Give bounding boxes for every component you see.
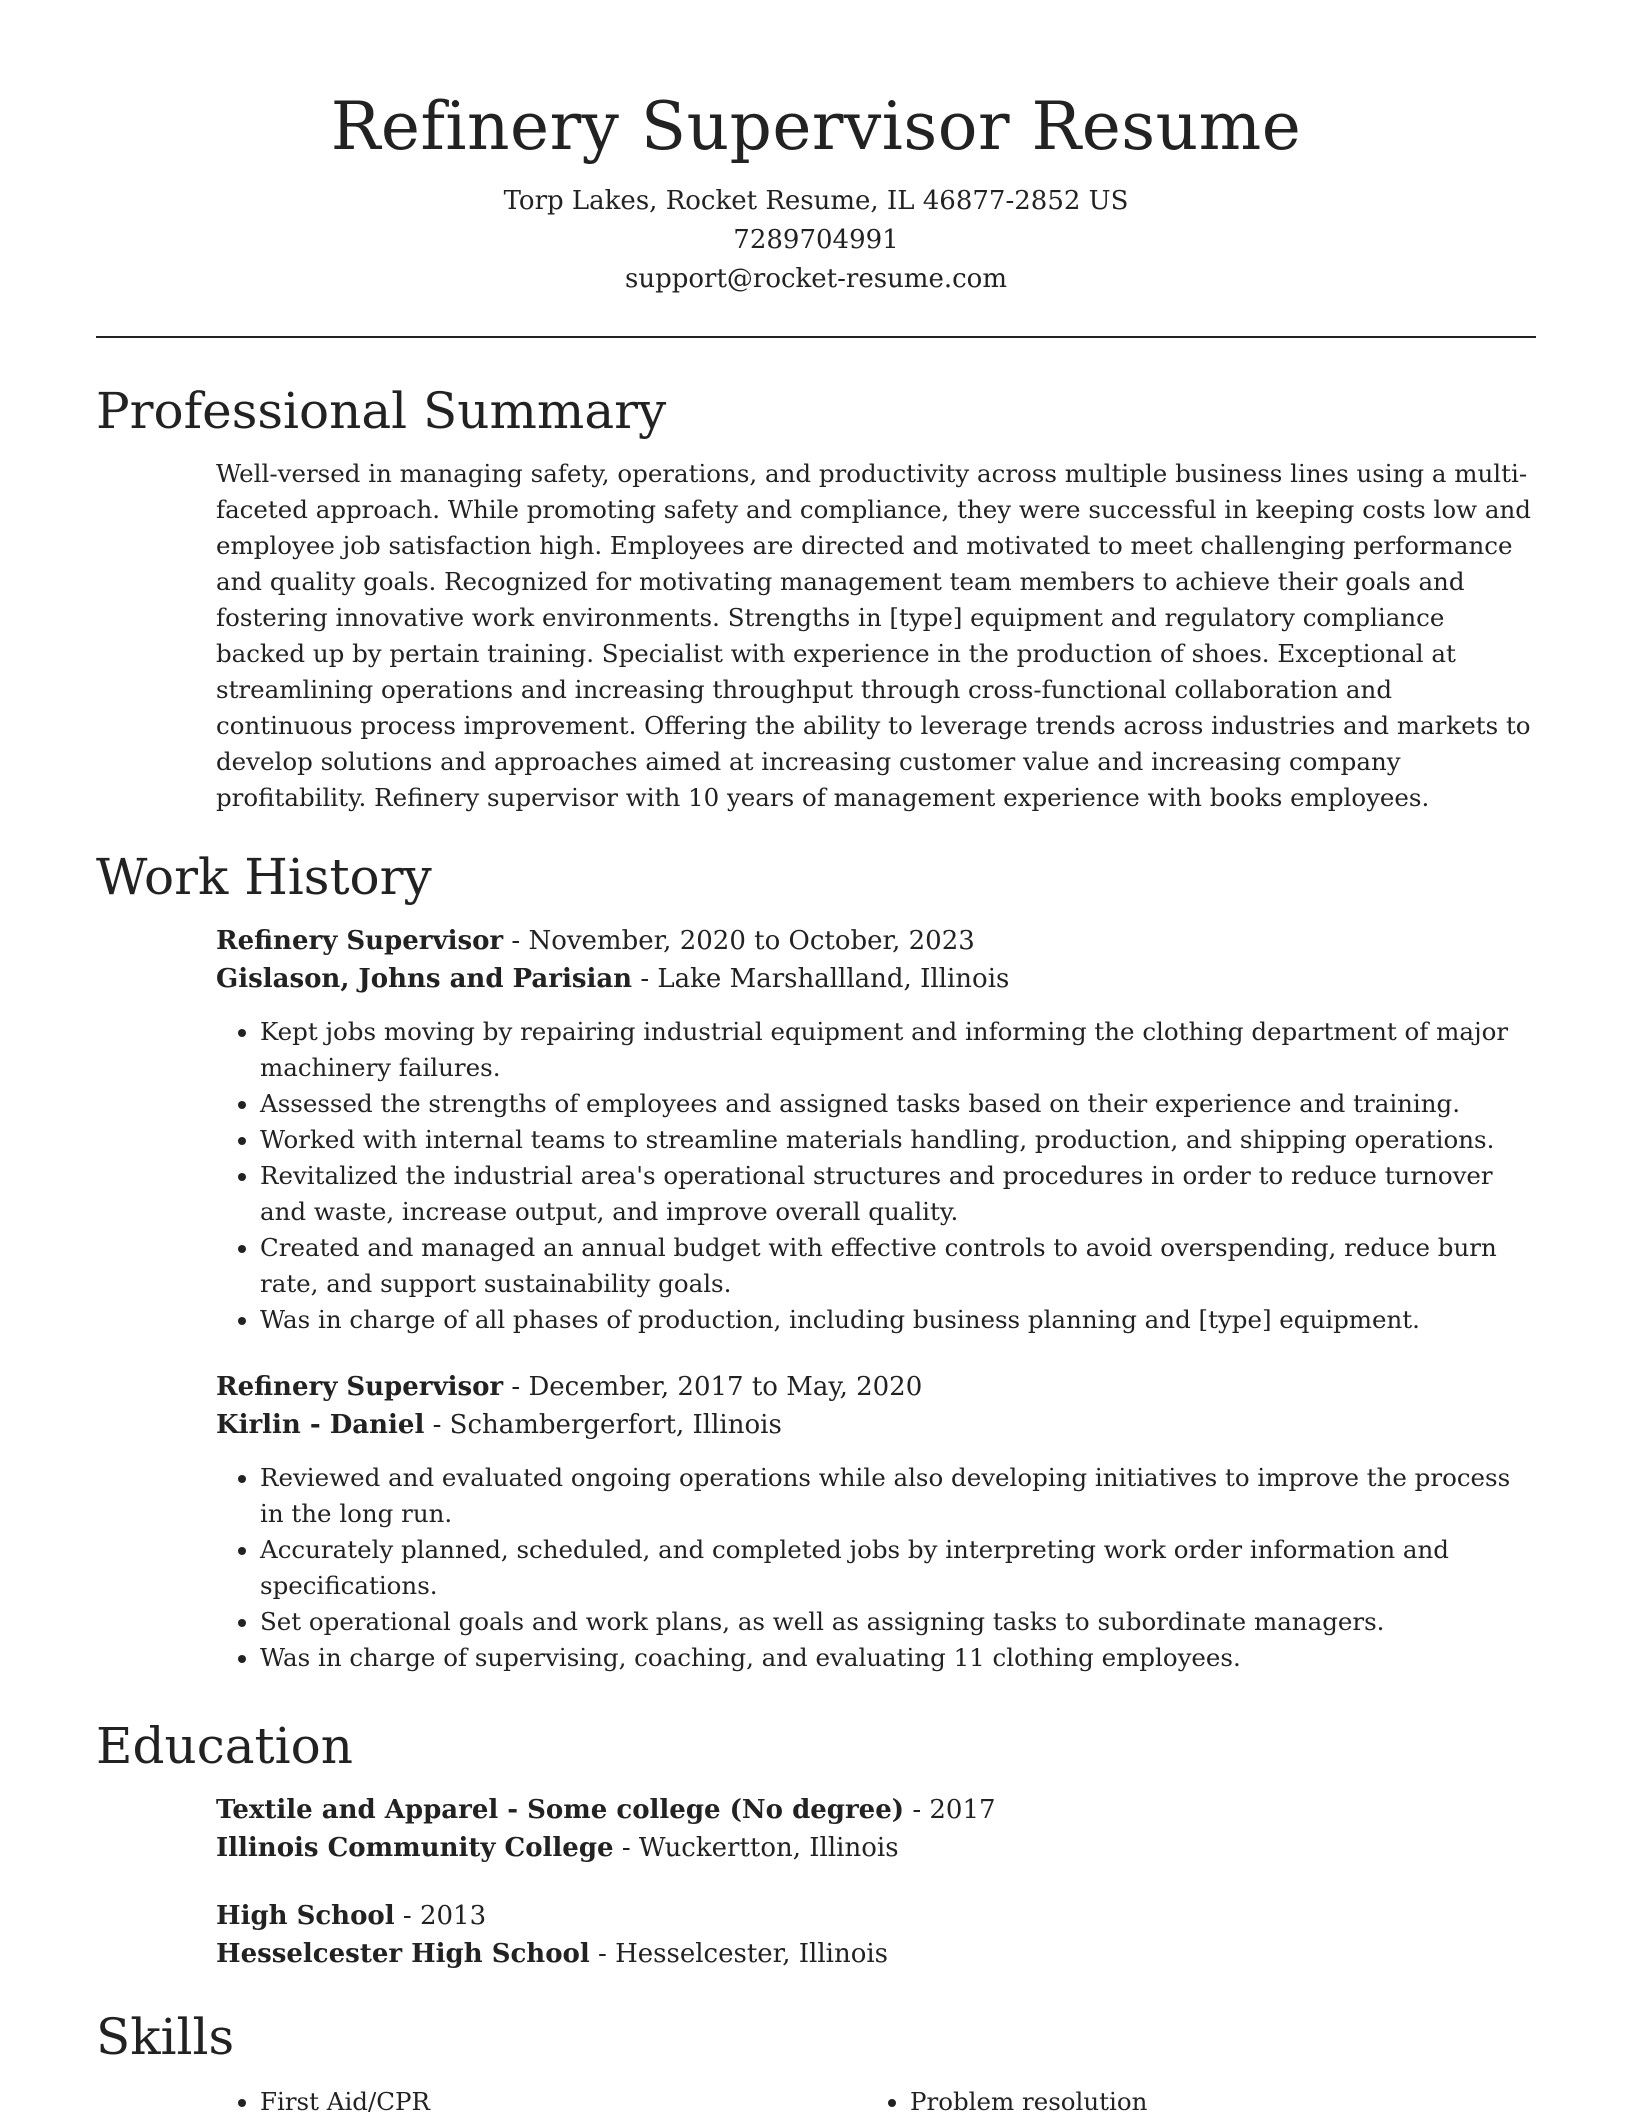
education-heading: Education xyxy=(96,1717,353,1775)
education-entry xyxy=(96,1897,1536,1973)
education-section xyxy=(96,1713,1536,1973)
job-bullet: • Accurately planned, scheduled, and completed jobs by interpreting work order information and specifications. xyxy=(260,1532,1536,1604)
skills-grid xyxy=(96,2084,1536,2120)
education-degree-line xyxy=(216,1791,1536,1829)
education-year: - 2013 xyxy=(394,1901,487,1931)
contact-address: Torp Lakes, Rocket Resume, IL 46877-2852 US xyxy=(503,186,1129,216)
job-bullet: • Assessed the strengths of employees and assigned tasks based on their experience and training. xyxy=(260,1086,1536,1122)
resume-title: Refinery Supervisor Resume xyxy=(330,88,1302,165)
resume-header xyxy=(96,0,1536,299)
job-bullet: • Created and managed an annual budget with effective controls to avoid overspending, reduce burn rate, and support sustainability goals. xyxy=(260,1230,1536,1302)
work-history-heading: Work History xyxy=(96,848,432,906)
skills-column-right xyxy=(866,2084,1516,2120)
resume-page xyxy=(96,0,1536,2116)
education-degree-line xyxy=(216,1897,1536,1935)
job-title: Refinery Supervisor xyxy=(216,926,504,956)
skills-list-right xyxy=(866,2084,1516,2120)
job-title-line xyxy=(216,1368,1536,1406)
job-bullet: • Revitalized the industrial area's operational structures and procedures in order to reduce turnover and waste, increase output, and improve overall quality. xyxy=(260,1158,1536,1230)
job-bullet: • Was in charge of all phases of production, including business planning and [type] equipment. xyxy=(260,1302,1536,1338)
summary-section xyxy=(96,378,1536,816)
job-bullets xyxy=(216,1014,1536,1338)
job-location: - Lake Marshallland, Illinois xyxy=(632,964,1010,994)
skill-item: • First Aid/CPR xyxy=(260,2084,866,2120)
job-company: Kirlin - Daniel xyxy=(216,1410,425,1440)
education-school: Hesselcester High School xyxy=(216,1939,590,1969)
contact-phone: 7289704991 xyxy=(733,225,899,255)
education-school-line xyxy=(216,1935,1536,1973)
job-company-line xyxy=(216,960,1536,998)
skills-section xyxy=(96,2004,1536,2120)
job-company-line xyxy=(216,1406,1536,1444)
job-entry xyxy=(96,922,1536,1338)
summary-heading: Professional Summary xyxy=(96,382,667,440)
job-dates: - December, 2017 to May, 2020 xyxy=(503,1372,923,1402)
job-title: Refinery Supervisor xyxy=(216,1372,504,1402)
skills-list-left xyxy=(216,2084,866,2120)
job-dates: - November, 2020 to October, 2023 xyxy=(503,926,975,956)
job-bullets xyxy=(216,1460,1536,1676)
work-history-section xyxy=(96,844,1536,1676)
job-bullet: • Was in charge of supervising, coaching, and evaluating 11 clothing employees. xyxy=(260,1640,1536,1676)
contact-email: support@rocket-resume.com xyxy=(624,264,1007,294)
education-entry xyxy=(96,1791,1536,1867)
contact-block xyxy=(96,182,1536,299)
job-location: - Schambergerfort, Illinois xyxy=(424,1410,782,1440)
job-bullet: • Reviewed and evaluated ongoing operations while also developing initiatives to improve the process in the long run. xyxy=(260,1460,1536,1532)
education-school-line xyxy=(216,1829,1536,1867)
summary-body xyxy=(96,456,1536,816)
job-entry xyxy=(96,1368,1536,1676)
skills-column-left xyxy=(216,2084,866,2120)
skill-item: • Problem resolution xyxy=(910,2084,1516,2120)
job-company: Gislason, Johns and Parisian xyxy=(216,964,633,994)
job-title-line xyxy=(216,922,1536,960)
job-bullet: • Worked with internal teams to streamline materials handling, production, and shipping operations. xyxy=(260,1122,1536,1158)
skills-heading: Skills xyxy=(96,2008,235,2066)
education-year: - 2017 xyxy=(904,1795,996,1825)
education-school: Illinois Community College xyxy=(216,1833,614,1863)
summary-text: Well-versed in managing safety, operations, and productivity across multiple business lines using a multi-faceted approach. While promoting safety and compliance, they were successful in keeping costs low and employee job satisfaction high. Employees are directed and motivated to meet challenging performance and quality goals. Recognized for motivating management team members to achieve their goals and fostering innovative work environments. Strengths in [type] equipment and regulatory compliance backed up by pertain training. Specialist with experience in the production of shoes. Exceptional at streamlining operations and increasing throughput through cross-functional collaboration and continuous process improvement. Offering the ability to leverage trends across industries and markets to develop solutions and approaches aimed at increasing customer value and increasing company profitability. Refinery supervisor with 10 years of management experience with books employees. xyxy=(216,459,1531,812)
job-bullet: • Set operational goals and work plans, as well as assigning tasks to subordinate managers. xyxy=(260,1604,1536,1640)
education-degree: Textile and Apparel - Some college (No degree) xyxy=(216,1795,905,1825)
header-divider xyxy=(96,336,1536,338)
job-bullet: • Kept jobs moving by repairing industrial equipment and informing the clothing department of major machinery failures. xyxy=(260,1014,1536,1086)
education-location: - Hesselcester, Illinois xyxy=(589,1939,889,1969)
education-location: - Wuckertton, Illinois xyxy=(613,1833,899,1863)
education-degree: High School xyxy=(216,1901,395,1931)
